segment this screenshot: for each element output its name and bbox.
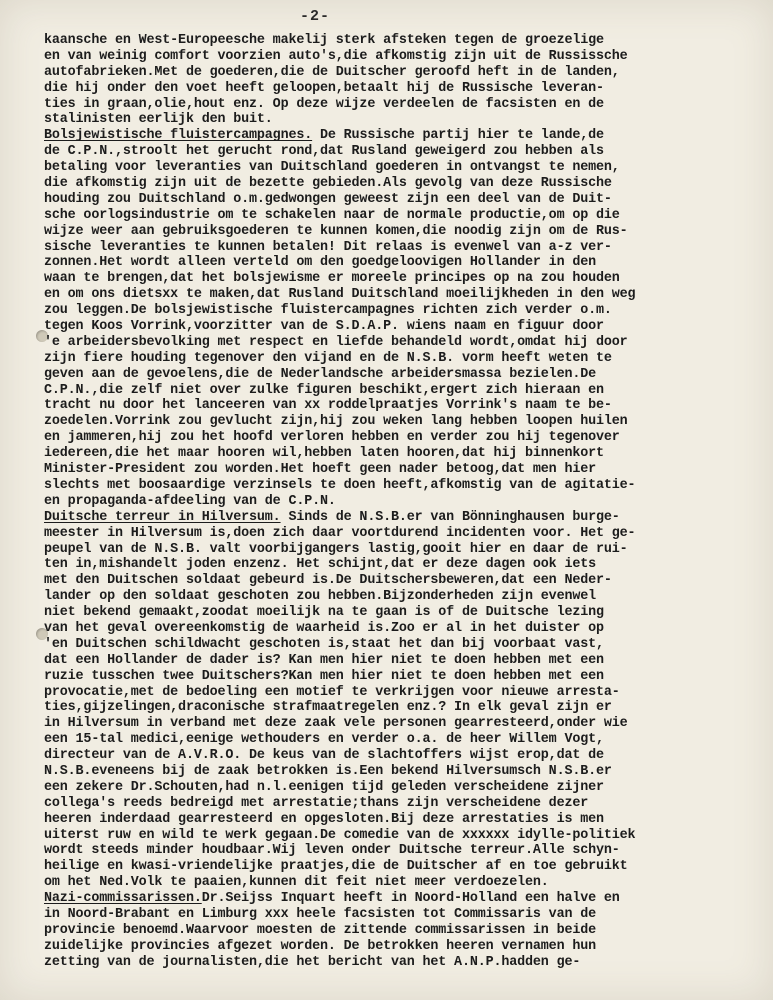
line-text: 'en Duitschen schildwacht geschoten is,staat het dan bij voorbaat vast, (44, 636, 604, 652)
line-text: de C.P.N.,stroolt het gerucht rond,dat Rusland geweigerd zou hebben als (44, 144, 604, 160)
text-line (44, 700, 760, 716)
line-text: een zekere Dr.Schouten,had n.l.eenigen tijd geleden verscheidene zijner (44, 779, 604, 795)
line-text: met den Duitschen soldaat gebeurd is.De Duitschersbeweren,dat een Neder- (44, 573, 612, 589)
text-line (44, 875, 760, 891)
line-text: De Russische partij hier te lande,de (312, 128, 604, 144)
text-line (44, 255, 760, 271)
text-line (44, 176, 760, 192)
line-text: die afkomstig zijn uit de bezette gebieden.Als gevolg van deze Russische (44, 176, 612, 192)
text-line (44, 843, 760, 859)
text-line (44, 398, 760, 414)
line-text: tracht nu door het lanceeren van xx roddelpraatjes Vorrink's naam te be- (44, 398, 612, 414)
line-text: en propaganda-afdeeling van de C.P.N. (44, 493, 336, 509)
text-line (44, 542, 760, 558)
text-line (44, 812, 760, 828)
text-line (44, 621, 760, 637)
text-line (44, 430, 760, 446)
text-line (44, 414, 760, 430)
text-line (44, 939, 760, 955)
text-line (44, 144, 760, 160)
text-line (44, 97, 760, 113)
text-line (44, 446, 760, 462)
text-line (44, 224, 760, 240)
line-text: niet bekend gemaakt,zoodat moeilijk na te gaan is of de Duitsche lezing (44, 605, 604, 621)
text-line (44, 891, 760, 907)
text-line (44, 208, 760, 224)
text-line (44, 573, 760, 589)
line-text: een 15-tal medici,eenige wethouders en verder o.a. de heer Willem Vogt, (44, 732, 604, 748)
line-text: 'e arbeidersbevolking met respect en liefde behandeld wordt,omdat hij door (44, 334, 628, 350)
text-line (44, 335, 760, 351)
line-text: en om ons dietsxx te maken,dat Rusland Duitschland moeilijkheden in den weg (44, 287, 636, 303)
text-line (44, 685, 760, 701)
line-text: en van weinig comfort voorzien auto's,die afkomstig zijn uit de Russissche (44, 48, 628, 64)
section-heading: Bolsjewistische fluistercampagnes. (44, 128, 313, 144)
line-text: wijze weer aan gebruiksgoederen te kunnen komen,die noodig zijn om de Rus- (44, 223, 628, 239)
line-text: heeren inderdaad gearresteerd en opgesloten.Bij deze arrestaties is men (44, 811, 604, 827)
text-line (44, 557, 760, 573)
text-line (44, 955, 760, 971)
text-line (44, 351, 760, 367)
line-text: heilige en kwasi-vriendelijke praatjes,die de Duitscher af en toe gebruikt (44, 859, 628, 875)
line-text: zetting van de journalisten,die het bericht van het A.N.P.hadden ge- (44, 954, 581, 970)
line-text: zonnen.Het wordt alleen verteld om den goedgeloovigen Hollander in den (44, 255, 596, 271)
line-text: N.S.B.eveneens bij de zaak betrokken is.Een bekend Hilversumsch N.S.B.er (44, 763, 612, 779)
line-text: stalinisten eerlijk den buit. (44, 112, 273, 128)
line-text: Sinds de N.S.B.er van Bönninghausen burge- (280, 509, 620, 525)
line-text: meester in Hilversum is,doen zich daar voortdurend incidenten voor. Het ge- (44, 525, 636, 541)
line-text: iedereen,die het maar hooren wil,hebben laten hooren,dat hij binnenkort (44, 446, 604, 462)
line-text: en jammeren,hij zou het hoofd verloren hebben en verder zou hij tegenover (44, 430, 620, 446)
page-number: -2- (300, 8, 331, 25)
line-text: autofabrieken.Met de goederen,die de Duitscher geroofd heft in de landen, (44, 64, 620, 80)
line-text: collega's reeds bedreigd met arrestatie;thans zijn verscheidene dezer (44, 795, 589, 811)
line-text: provocatie,met de bedoeling een motief te verkrijgen voor nieuwe arresta- (44, 684, 620, 700)
text-line (44, 510, 760, 526)
text-line (44, 796, 760, 812)
text-line (44, 923, 760, 939)
text-line (44, 81, 760, 97)
line-text: sche oorlogsindustrie om te schakelen naar de normale productie,om op die (44, 207, 620, 223)
line-text: tegen Koos Vorrink,voorzitter van de S.D.A.P. wiens naam en figuur door (44, 319, 604, 335)
line-text: van het geval overeenkomstig de waarheid is.Zoo er al in het duister op (44, 620, 604, 636)
text-line (44, 319, 760, 335)
text-line (44, 859, 760, 875)
text-line (44, 112, 760, 128)
line-text: waan te brengen,dat het bolsjewisme er moreele principes op na zou houden (44, 271, 620, 287)
line-text: in Hilversum in verband met deze zaak vele personen gearresteerd,onder wie (44, 716, 628, 732)
text-line (44, 160, 760, 176)
line-text: lander op den soldaat geschoten zou hebben.Bijzonderheden zijn evenwel (44, 589, 596, 605)
text-line (44, 367, 760, 383)
text-line (44, 526, 760, 542)
text-line (44, 303, 760, 319)
line-text: zoedelen.Vorrink zou gevlucht zijn,hij zou weken lang hebben loopen huilen (44, 414, 628, 430)
line-text: om het Ned.Volk te paaien,kunnen dit feit niet meer verdoezelen. (44, 875, 549, 891)
line-text: slechts met boosaardige verzinsels te doen heeft,afkomstig van de agitatie- (44, 477, 636, 493)
text-line (44, 478, 760, 494)
line-text: kaansche en West-Europeesche makelij sterk afsteken tegen de groezelige (44, 33, 604, 48)
text-line (44, 653, 760, 669)
text-line (44, 764, 760, 780)
line-text: ruzie tusschen twee Duitschers?Kan men hier niet te doen hebben met een (44, 668, 604, 684)
line-text: die hij onder den voet heeft geloopen,betaalt hij de Russische leveran- (44, 80, 604, 96)
section-heading: Nazi-commissarissen. (44, 891, 202, 907)
line-text: ten in,mishandelt joden enzenz. Het schijnt,dat er deze dagen ook iets (44, 557, 596, 573)
line-text: Minister-President zou worden.Het hoeft geen nader betoog,dat men hier (44, 462, 596, 478)
line-text: zuidelijke provincies afgezet worden. De betrokken heeren vernamen hun (44, 938, 596, 954)
line-text: geven aan de gevoelens,die de Nederlandsche arbeidersmassa bezielen.De (44, 366, 596, 382)
line-text: directeur van de A.V.R.O. De keus van de slachtoffers wijst erop,dat de (44, 748, 604, 764)
text-line (44, 383, 760, 399)
text-line (44, 605, 760, 621)
text-line (44, 637, 760, 653)
line-text: wordt steeds minder houdbaar.Wij leven onder Duitsche terreur.Alle schyn- (44, 843, 620, 859)
line-text: houding zou Duitschland o.m.gedwongen geweest zijn een deel van de Duit- (44, 191, 612, 207)
line-text: sische leveranties te kunnen betalen! Dit relaas is evenwel van a-z ver- (44, 239, 612, 255)
text-line (44, 716, 760, 732)
text-line (44, 33, 760, 49)
line-text: uiterst ruw en wild te werk gegaan.De comedie van de xxxxxx idylle-politiek (44, 827, 636, 843)
text-line (44, 589, 760, 605)
text-line (44, 462, 760, 478)
text-line (44, 128, 760, 144)
text-line (44, 65, 760, 81)
line-text: zou leggen.De bolsjewistische fluistercampagnes richten zich verder o.m. (44, 303, 612, 319)
line-text: ties in graan,olie,hout enz. Op deze wijze verdeelen de facsisten en de (44, 96, 604, 112)
line-text: zijn fiere houding tegenover den vijand en de N.S.B. vorm heeft weten te (44, 350, 612, 366)
text-line (44, 192, 760, 208)
line-text: ties,gijzelingen,draconische strafmaatregelen enz.? In elk geval zijn er (44, 700, 612, 716)
text-line (44, 907, 760, 923)
line-text: peupel van de N.S.B. valt voorbijgangers lastig,gooit hier en daar de rui- (44, 541, 628, 557)
text-line (44, 669, 760, 685)
line-text: betaling voor leveranties van Duitschland goederen in ontvangst te nemen, (44, 160, 620, 176)
line-text: dat een Hollander de dader is? Kan men hier niet te doen hebben met een (44, 652, 604, 668)
text-line (44, 271, 760, 287)
line-text: in Noord-Brabant en Limburg xxx heele facsisten tot Commissaris van de (44, 906, 596, 922)
text-line (44, 732, 760, 748)
text-line (44, 287, 760, 303)
text-line (44, 748, 760, 764)
line-text: C.P.N.,die zelf niet over zulke figuren beschikt,ergert zich hieraan en (44, 382, 604, 398)
line-text: Dr.Seijss Inquart heeft in Noord-Holland een halve en (201, 891, 620, 907)
typewritten-body (44, 33, 760, 971)
line-text: provincie benoemd.Waarvoor moesten de zittende commissarissen in beide (44, 922, 596, 938)
text-line (44, 828, 760, 844)
section-heading: Duitsche terreur in Hilversum. (44, 509, 281, 525)
text-line (44, 49, 760, 65)
text-line (44, 494, 760, 510)
text-line (44, 240, 760, 256)
text-line (44, 780, 760, 796)
